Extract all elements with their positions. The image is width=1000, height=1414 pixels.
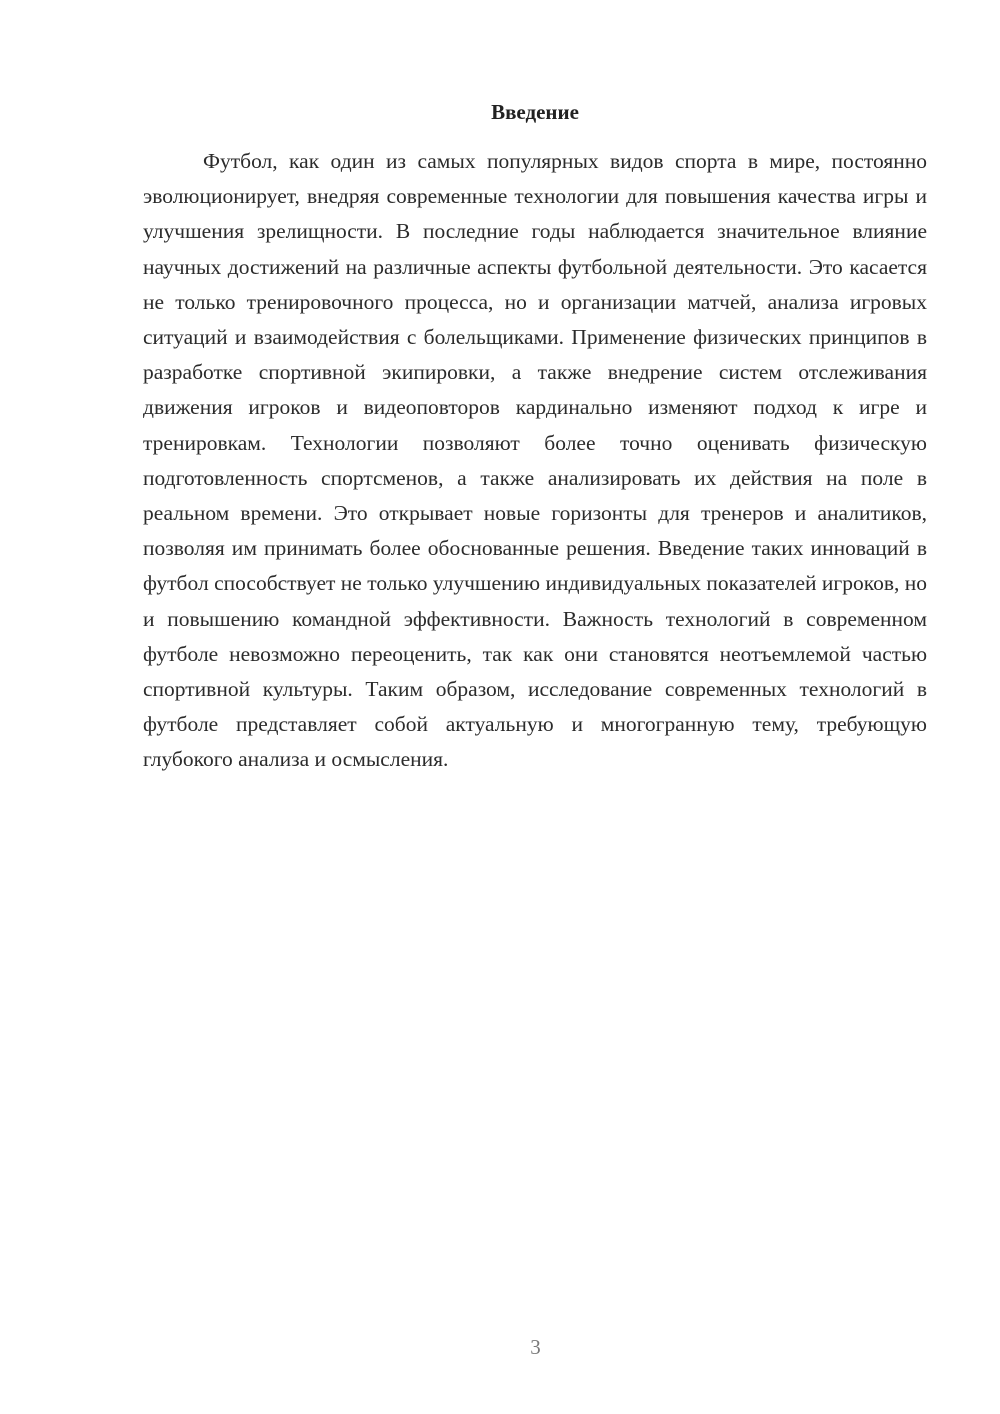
page-title: Введение [491,100,579,124]
introduction-paragraph: Футбол, как один из самых популярных видов спорта в мире, постоянно эволюционирует, внедряя современные технологии для повышения качества игры и улучшения зрелищности. В последние годы наблюдается значительное влияние научных достижений на различные аспекты футбольной деятельности. Это касается не только тренировочного процесса, но и организации матчей, анализа игровых ситуаций и взаимодействия с болельщиками. Применение физических принципов в разработке спортивной экипировки, а также внедрение систем отслеживания движения игроков и видеоповторов кардинально изменяют подход к игре и тренировкам. Технологии позволяют более точно оценивать физическую подготовленность спортсменов, а также анализировать их действия на поле в реальном времени. Это открывает новые горизонты для тренеров и аналитиков, позволяя им принимать более обоснованные решения. Введение таких инноваций в футбол способствует не только улучшению индивидуальных показателей игроков, но и повышению командной эффективности. Важность технологий в современном футболе невозможно переоценить, так как они становятся неотъемлемой частью спортивной культуры. Таким образом, исследование современных технологий в футболе представляет собой актуальную и многогранную тему, требующую глубокого анализа и осмысления. [143,149,927,772]
page-number: 3 [530,1335,541,1359]
